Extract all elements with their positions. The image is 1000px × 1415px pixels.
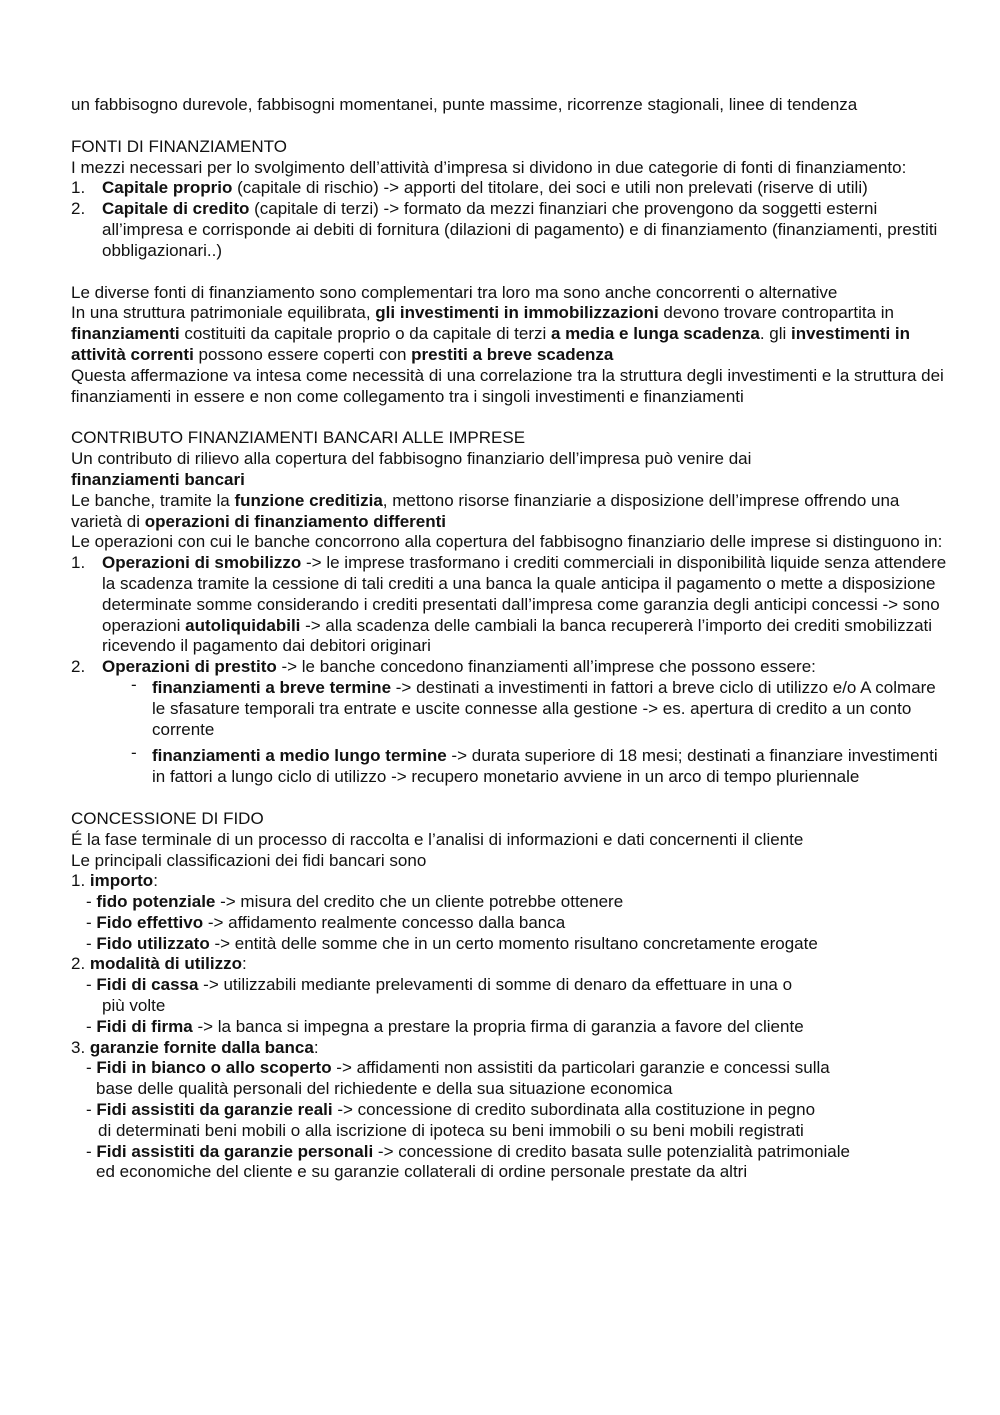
contributo-p1: Un contributo di rilievo alla copertura del fabbisogno finanziario dell’impresa può venire dai [71,449,752,469]
paragraph-struttura [71,303,951,365]
text-run: , mettono risorse finanziarie a disposizione dell’imprese offrendo una varietà di [71,490,900,531]
list-text: -> affidamento realmente concesso dalla banca [203,912,566,932]
list-text: -> concessione di credito basata sulle potenzialità patrimoniale [373,1141,850,1161]
term: Operazioni di smobilizzo [102,553,302,573]
list-text: -> le banche concedono finanziamenti all’imprese che possono essere: [276,657,816,677]
sub-list-item [71,674,951,740]
list-text: -> concessione di credito subordinata alla costituzione in pegno [332,1100,816,1120]
dash-marker: - [131,674,137,694]
text-run: Le banche, tramite la [71,490,235,510]
contributo-p3: Le operazioni con cui le banche concorrono alla copertura del fabbisogno finanziario delle imprese si distinguono in: [71,532,943,552]
fido-item [71,1058,951,1079]
list-number: 1. [71,553,86,573]
text-run: . gli [759,324,791,344]
dash-marker: - [86,1100,97,1120]
fido-item-continuation: ed economiche del cliente e su garanzie collaterali di ordine personale prestate da altri [96,1162,748,1182]
list-number: 1. [71,178,86,198]
list-text: -> entità delle somme che in un certo momento risultano concretamente erogate [209,933,818,953]
dash-marker: - [86,1016,97,1036]
fido-p2: Le principali classificazioni dei fidi bancari sono [71,850,427,870]
term: Operazioni di prestito [102,657,277,677]
fido-group-heading [71,871,951,892]
bold-run: prestiti a breve scadenza [411,344,614,364]
list-text: (capitale di terzi) -> formato da mezzi finanziari che provengono da soggetti esterni all’impresa e corrisponde ai debiti di fornitura (dilazioni di pagamento) e di finanziamento (finanziamenti, prestiti obbligazionari..) [102,199,938,260]
fido-item-continuation: base delle qualità personali del richiedente e della sua situazione economica [96,1079,673,1099]
text-run: possono essere coperti con [193,344,412,364]
list-text: -> destinati a investimenti in fattori a breve ciclo di utilizzo e/o A colmare le sfasature temporali tra entrate e uscite connesse alla gestione -> es. apertura di credito a un conto corrente [152,677,936,739]
fido-item [71,1017,951,1038]
term: Fidi assistiti da garanzie personali [96,1141,374,1161]
list-text: -> durata superiore di 18 mesi; destinati a finanziare investimenti in fattori a lungo ciclo di utilizzo -> recupero monetario avviene in un arco di tempo pluriennale [152,746,938,787]
list-item [71,657,951,678]
bold-run: investimenti in attività correnti [71,324,911,364]
dash-marker: - [86,975,97,995]
list-text: (capitale di rischio) -> apporti del titolare, dei soci e utili non prelevati (riserve di utili) [232,178,868,198]
fido-item [71,934,951,955]
document-page [71,95,951,1183]
list-text: -> le imprese trasformano i crediti commerciali in disponibilità liquide senza attendere la scadenza tramite la cessione di tali crediti a una banca la quale anticipa il pagamento o mette a disposizione determinate somme considerando i crediti presentati dall’impresa come garanzia degli anticipi concessi -> sono operazioni [102,553,947,635]
term: garanzie fornite dalla banca [89,1037,314,1057]
text-run: : [241,954,247,974]
text-run: costituiti da capitale proprio o da capitale di terzi [179,324,551,344]
dash-marker: - [86,892,97,912]
term: importo [89,871,154,891]
list-number: 2. [71,199,86,219]
fido-group-heading [71,954,951,975]
list-text: -> la banca si impegna a prestare la propria firma di garanzia a favore del cliente [192,1016,804,1036]
bold-run: finanziamenti bancari [71,469,245,489]
list-number: 3. [71,1037,90,1057]
bold-run: gli investimenti in immobilizzazioni [375,303,659,323]
term: Fidi di firma [96,1016,193,1036]
fonti-intro: I mezzi necessari per lo svolgimento dell’attività d’impresa si dividono in due categorie di fonti di finanziamento: [71,157,907,177]
dash-marker: - [86,912,97,932]
dash-marker: - [86,1141,97,1161]
term: autoliquidabili [185,615,301,635]
term: Fidi di cassa [96,975,199,995]
fido-item-continuation: di determinati beni mobili o alla iscrizione di ipoteca su beni immobili o su beni mobili registrati [98,1120,804,1140]
list-item [71,553,951,657]
section-heading-contributo: CONTRIBUTO FINANZIAMENTI BANCARI ALLE IMPRESE [71,428,526,448]
fido-item [71,892,951,913]
text-run: : [313,1037,319,1057]
list-item [71,178,951,199]
fido-item [71,1100,951,1121]
term: Capitale proprio [102,178,233,198]
bold-run: funzione creditizia [234,490,383,510]
dash-marker: - [86,933,97,953]
list-number: 1. [71,871,90,891]
term: fido potenziale [96,892,216,912]
list-text: -> misura del credito che un cliente potrebbe ottenere [215,892,624,912]
fido-p1: É la fase terminale di un processo di raccolta e l’analisi di informazioni e dati concernenti il cliente [71,829,804,849]
paragraph-line: Le diverse fonti di finanziamento sono complementari tra loro ma sono anche concorrenti o alternative [71,282,838,302]
bold-run: a media e lunga scadenza [551,324,760,344]
term: finanziamenti a breve termine [152,677,392,697]
list-text: -> alla scadenza delle cambiali la banca recupererà l’importo dei crediti smobilizzati ricevendo il pagamento dai debitori originari [102,615,933,656]
fido-item [71,1142,951,1163]
section-heading-fonti: FONTI DI FINANZIAMENTO [71,136,287,156]
fido-group-heading [71,1038,951,1059]
text-run: : [153,871,158,891]
term: Fidi in bianco o allo scoperto [96,1058,332,1078]
dash-marker: - [86,1058,97,1078]
list-item [71,199,951,261]
list-number: 2. [71,954,90,974]
fido-item-continuation: più volte [102,996,166,1016]
intro-paragraph: un fabbisogno durevole, fabbisogni momentanei, punte massime, ricorrenze stagionali, linee di tendenza [71,95,858,114]
list-number: 2. [71,657,86,677]
fido-item [71,913,951,934]
term: Fidi assistiti da garanzie reali [96,1100,333,1120]
bold-run: operazioni di finanziamento differenti [144,511,446,531]
list-text: -> affidamenti non assistiti da particolari garanzie e concessi sulla [331,1058,830,1078]
bold-run: finanziamenti [71,324,180,344]
contributo-p2 [71,491,951,533]
fido-item [71,975,951,996]
term: Fido effettivo [96,912,204,932]
section-heading-fido: CONCESSIONE DI FIDO [71,808,264,828]
term: modalità di utilizzo [89,954,242,974]
text-run: In una struttura patrimoniale equilibrata, [71,303,376,323]
list-text: -> utilizzabili mediante prelevamenti di somme di denaro da effettuare in una o [198,975,793,995]
term: Fido utilizzato [96,933,210,953]
sub-list-item [71,743,951,788]
dash-marker: - [131,743,137,763]
term: finanziamenti a medio lungo termine [152,746,447,766]
term: Capitale di credito [102,199,250,219]
contributo-p1-bold [71,470,951,491]
paragraph-line: Questa affermazione va intesa come necessità di una correlazione tra la struttura degli investimenti e la struttura dei finanziamenti in essere e non come collegamento tra i singoli investimenti e finanziamenti [71,365,944,406]
text-run: devono trovare contropartita in [658,303,894,323]
